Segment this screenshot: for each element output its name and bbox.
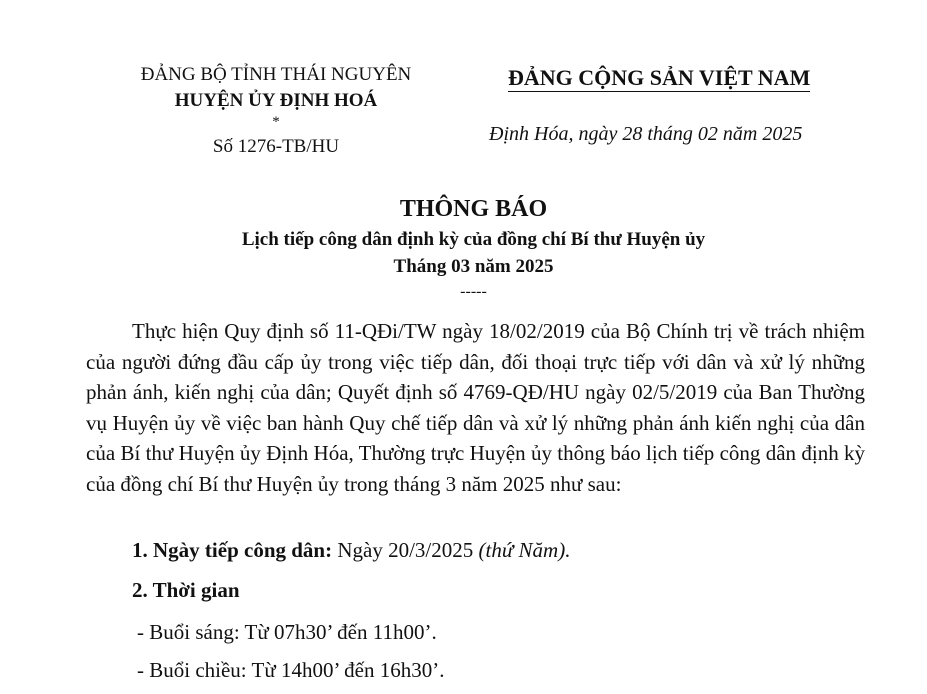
document-number: Số 1276-TB/HU bbox=[212, 136, 340, 157]
body-paragraph: Thực hiện Quy định số 11-QĐi/TW ngày 18/02/2019 của Bộ Chính trị về trách nhiệm của người đứng đầu cấp ủy trong việc tiếp dân, đối thoại trực tiếp với dân và xử lý những phản ánh, kiến nghị của dân; Quyết định số 4769-QĐ/HU ngày 02/5/2019 của Ban Thường vụ Huyện ủy về việc ban hành Quy chế tiếp dân và xử lý những phản ánh kiến nghị của dân của Bí thư Huyện ủy Định Hóa, Thường trực Huyện ủy thông báo lịch tiếp công dân định kỳ của đồng chí Bí thư Huyện ủy trong tháng 3 năm 2025 như sau: bbox=[86, 319, 865, 496]
document-period: Tháng 03 năm 2025 bbox=[393, 256, 554, 277]
time-heading: 2. Thời gian bbox=[132, 578, 240, 602]
afternoon-schedule: - Buổi chiều: Từ 14h00’ đến 16h30’. bbox=[137, 658, 445, 682]
reception-date-value: Ngày 20/3/2025 bbox=[337, 538, 474, 562]
national-party-title bbox=[508, 64, 810, 92]
district-party-committee: HUYỆN ỦY ĐỊNH HOÁ bbox=[174, 90, 378, 111]
reception-date-label: 1. Ngày tiếp công dân: bbox=[132, 538, 333, 562]
place-and-date: Định Hóa, ngày 28 tháng 02 năm 2025 bbox=[489, 123, 803, 145]
party-name: ĐẢNG CỘNG SẢN VIỆT NAM bbox=[508, 65, 811, 90]
reception-weekday: (thứ Năm). bbox=[478, 538, 571, 562]
morning-schedule: - Buổi sáng: Từ 07h30’ đến 11h00’. bbox=[137, 620, 437, 644]
document-title: THÔNG BÁO bbox=[399, 196, 548, 222]
reception-date-line bbox=[132, 538, 570, 563]
star-mark: * bbox=[272, 114, 280, 130]
provincial-party-committee: ĐẢNG BỘ TỈNH THÁI NGUYÊN bbox=[140, 64, 412, 85]
issuing-organization-block bbox=[108, 62, 444, 160]
document-subtitle: Lịch tiếp công dân định kỳ của đồng chí Bí thư Huyện ủy bbox=[241, 229, 706, 250]
title-separator: ----- bbox=[460, 283, 487, 300]
